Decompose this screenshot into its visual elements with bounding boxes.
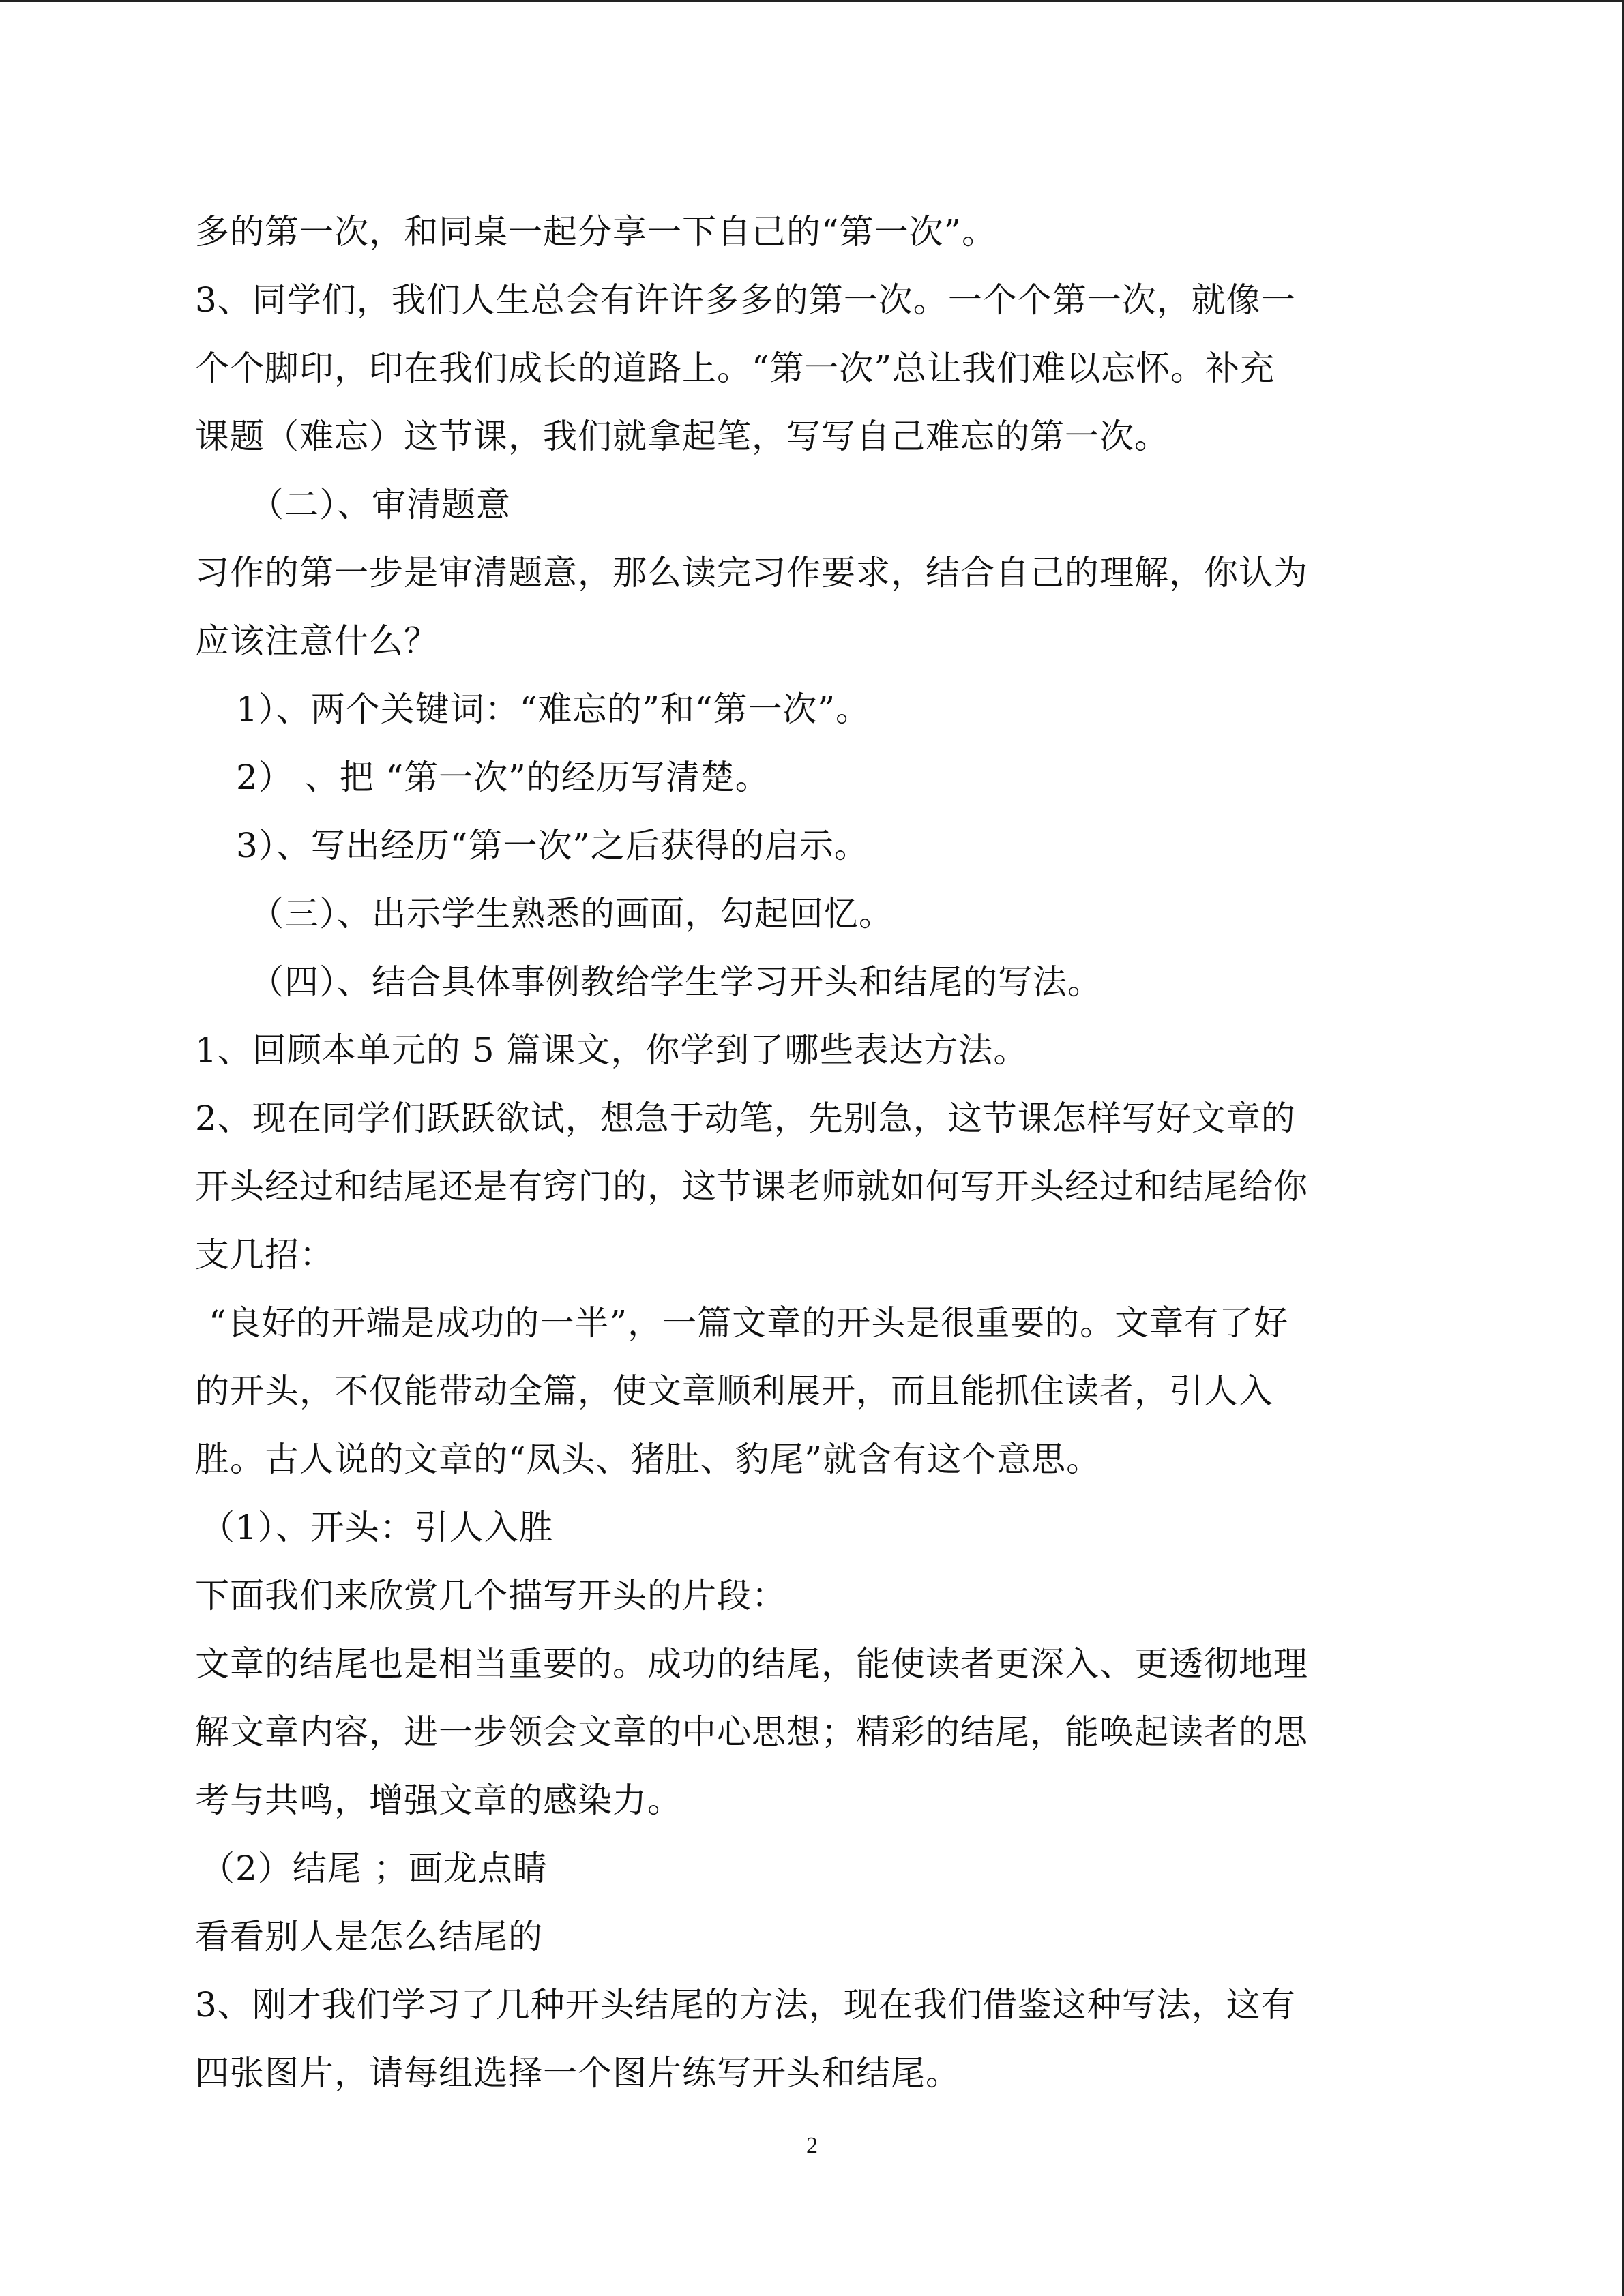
paragraph-line: 的开头，不仅能带动全篇，使文章顺利展开，而且能抓住读者，引人入 xyxy=(195,1371,1273,1411)
paragraph-line: 胜。古人说的文章的“凤头、猪肚、豹尾”就含有这个意思。 xyxy=(195,1440,1102,1479)
subsection-heading: （1）、开头：引人入胜 xyxy=(201,1508,554,1547)
paragraph-line: 文章的结尾也是相当重要的。成功的结尾，能使读者更深入、更透彻地理 xyxy=(195,1644,1308,1684)
paragraph-line: 考与共鸣，增强文章的感染力。 xyxy=(195,1780,682,1820)
paragraph-line: 四张图片，请每组选择一个图片练写开头和结尾。 xyxy=(195,2053,960,2093)
section-heading: （四）、结合具体事例教给学生学习开头和结尾的写法。 xyxy=(250,962,1102,1002)
paragraph-line: 2、现在同学们跃跃欲试，想急于动笔，先别急，这节课怎样写好文章的 xyxy=(195,1099,1296,1138)
paragraph-line: 课题（难忘）这节课，我们就拿起笔，写写自己难忘的第一次。 xyxy=(195,417,1169,456)
paragraph-line: 3、刚才我们学习了几种开头结尾的方法，现在我们借鉴这种写法，这有 xyxy=(195,1985,1296,2025)
paragraph-line: 支几招： xyxy=(195,1235,334,1274)
page-number: 2 xyxy=(806,2133,818,2158)
paragraph-line: 解文章内容，进一步领会文章的中心思想；精彩的结尾，能唤起读者的思 xyxy=(195,1712,1308,1752)
list-item: 2） 、把 “第一次”的经历写清楚。 xyxy=(236,758,770,797)
paragraph-line: 开头经过和结尾还是有窍门的，这节课老师就如何写开头经过和结尾给你 xyxy=(195,1167,1308,1206)
subsection-heading: （2）结尾 ；画龙点睛 xyxy=(201,1849,548,1888)
paragraph-line: 习作的第一步是审清题意，那么读完习作要求，结合自己的理解，你认为 xyxy=(195,553,1308,593)
page-border-top xyxy=(0,0,1624,2)
section-heading: （二）、审清题意 xyxy=(250,485,511,524)
paragraph-line: 多的第一次，和同桌一起分享一下自己的“第一次”。 xyxy=(195,212,997,252)
paragraph-line: 3、同学们，我们人生总会有许许多多的第一次。一个个第一次，就像一 xyxy=(195,280,1296,320)
paragraph-line: 下面我们来欣赏几个描写开头的片段： xyxy=(195,1576,786,1615)
list-item: 3）、写出经历“第一次”之后获得的启示。 xyxy=(236,826,869,865)
paragraph-line: 1、回顾本单元的 5 篇课文，你学到了哪些表达方法。 xyxy=(195,1030,1029,1070)
document-body xyxy=(195,198,1430,2107)
paragraph-line: 看看别人是怎么结尾的 xyxy=(195,1917,543,1956)
paragraph-line: 个个脚印，印在我们成长的道路上。“第一次”总让我们难以忘怀。补充 xyxy=(195,348,1275,388)
paragraph-line: 应该注意什么？ xyxy=(195,621,439,661)
paragraph-line: “良好的开端是成功的一半”，一篇文章的开头是很重要的。文章有了好 xyxy=(209,1303,1289,1343)
section-heading: （三）、出示学生熟悉的画面，勾起回忆。 xyxy=(250,894,894,934)
list-item: 1）、两个关键词：“难忘的”和“第一次”。 xyxy=(236,689,871,729)
